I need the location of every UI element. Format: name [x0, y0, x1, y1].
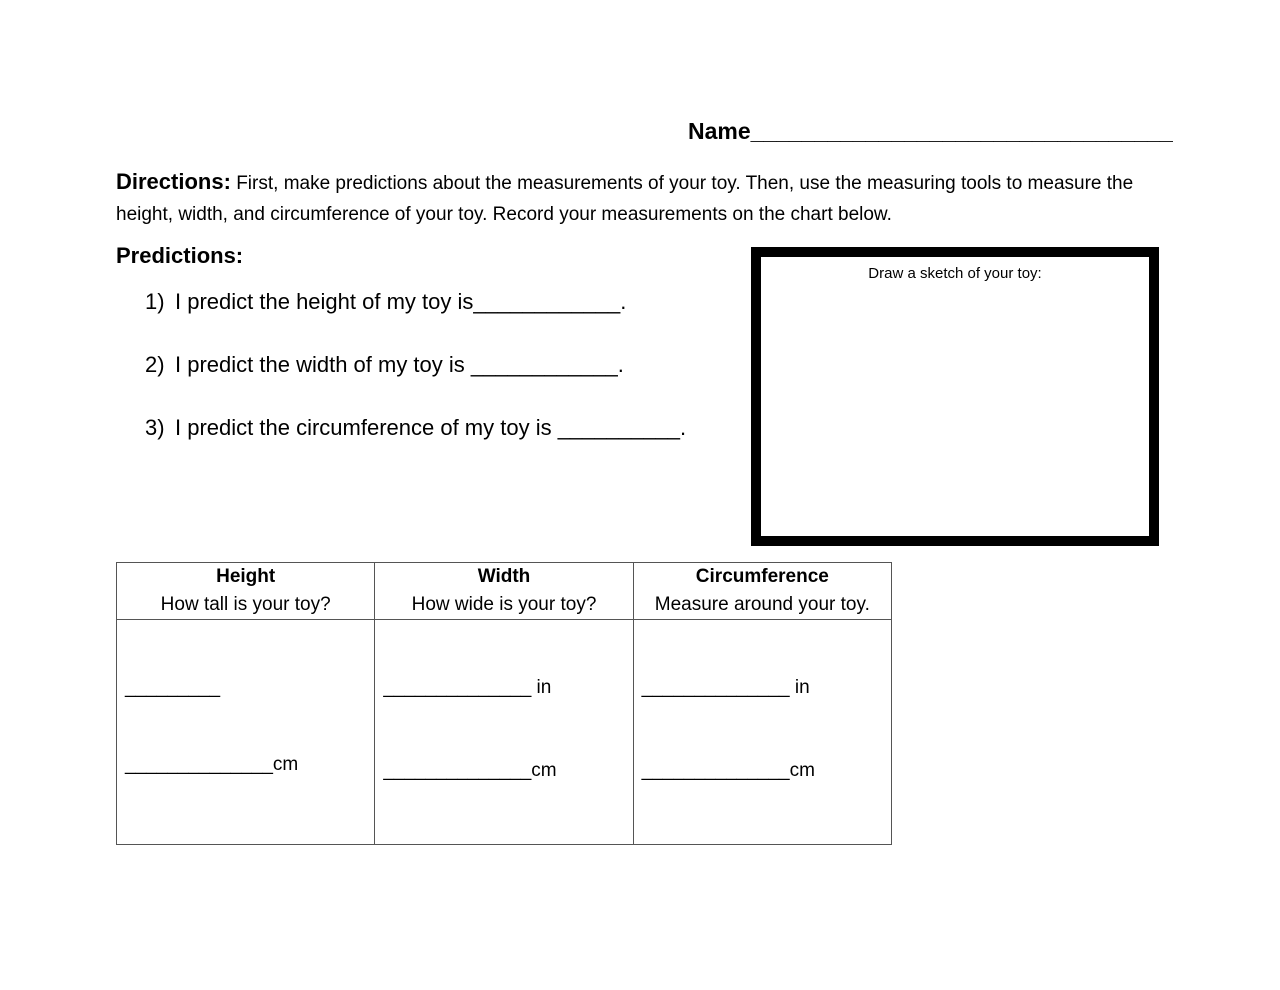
column-header-width	[375, 563, 633, 620]
prediction-number: 2)	[145, 352, 165, 377]
column-heading: Circumference	[695, 566, 829, 587]
sketch-box[interactable]	[751, 247, 1159, 546]
width-answer-cell[interactable]	[375, 620, 633, 845]
circumference-blank-cm[interactable]: ______________cm	[641, 760, 815, 781]
height-blank-cm[interactable]: ______________cm	[125, 754, 299, 775]
prediction-text: I predict the width of my toy is ____________.	[175, 352, 624, 377]
prediction-item-height[interactable]	[145, 289, 626, 315]
column-heading: Width	[477, 566, 531, 587]
table-header-row	[117, 563, 892, 620]
circumference-blank-in[interactable]: ______________ in	[641, 677, 810, 698]
measurement-table	[116, 562, 892, 845]
column-header-height	[117, 563, 375, 620]
prediction-item-width[interactable]	[145, 352, 624, 378]
column-subheading: How tall is your toy?	[160, 594, 331, 615]
prediction-text: I predict the circumference of my toy is __________.	[175, 415, 687, 440]
prediction-number: 3)	[145, 415, 165, 440]
prediction-text: I predict the height of my toy is____________.	[175, 289, 627, 314]
directions-label: Directions:	[116, 169, 231, 194]
width-blank-in[interactable]: ______________ in	[383, 677, 552, 698]
table-row	[117, 620, 892, 845]
directions-text: First, make predictions about the measurements of your toy. Then, use the measuring tools to measure the height, width, and circumference of your toy. Record your measurements on the chart below.	[116, 173, 1134, 225]
height-blank-1[interactable]: _________	[125, 677, 221, 698]
column-subheading: How wide is your toy?	[411, 594, 597, 615]
prediction-item-circumference[interactable]	[145, 415, 686, 441]
column-header-circumference	[633, 563, 891, 620]
predictions-heading: Predictions:	[116, 243, 244, 268]
sketch-label: Draw a sketch of your toy:	[868, 265, 1042, 282]
column-subheading: Measure around your toy.	[654, 594, 870, 615]
circumference-answer-cell[interactable]	[633, 620, 891, 845]
width-blank-cm[interactable]: ______________cm	[383, 760, 557, 781]
directions-paragraph	[116, 166, 1176, 230]
column-heading: Height	[216, 566, 276, 587]
name-field[interactable]: Name_________________________________	[688, 118, 1173, 144]
prediction-number: 1)	[145, 289, 165, 314]
height-answer-cell[interactable]	[117, 620, 375, 845]
